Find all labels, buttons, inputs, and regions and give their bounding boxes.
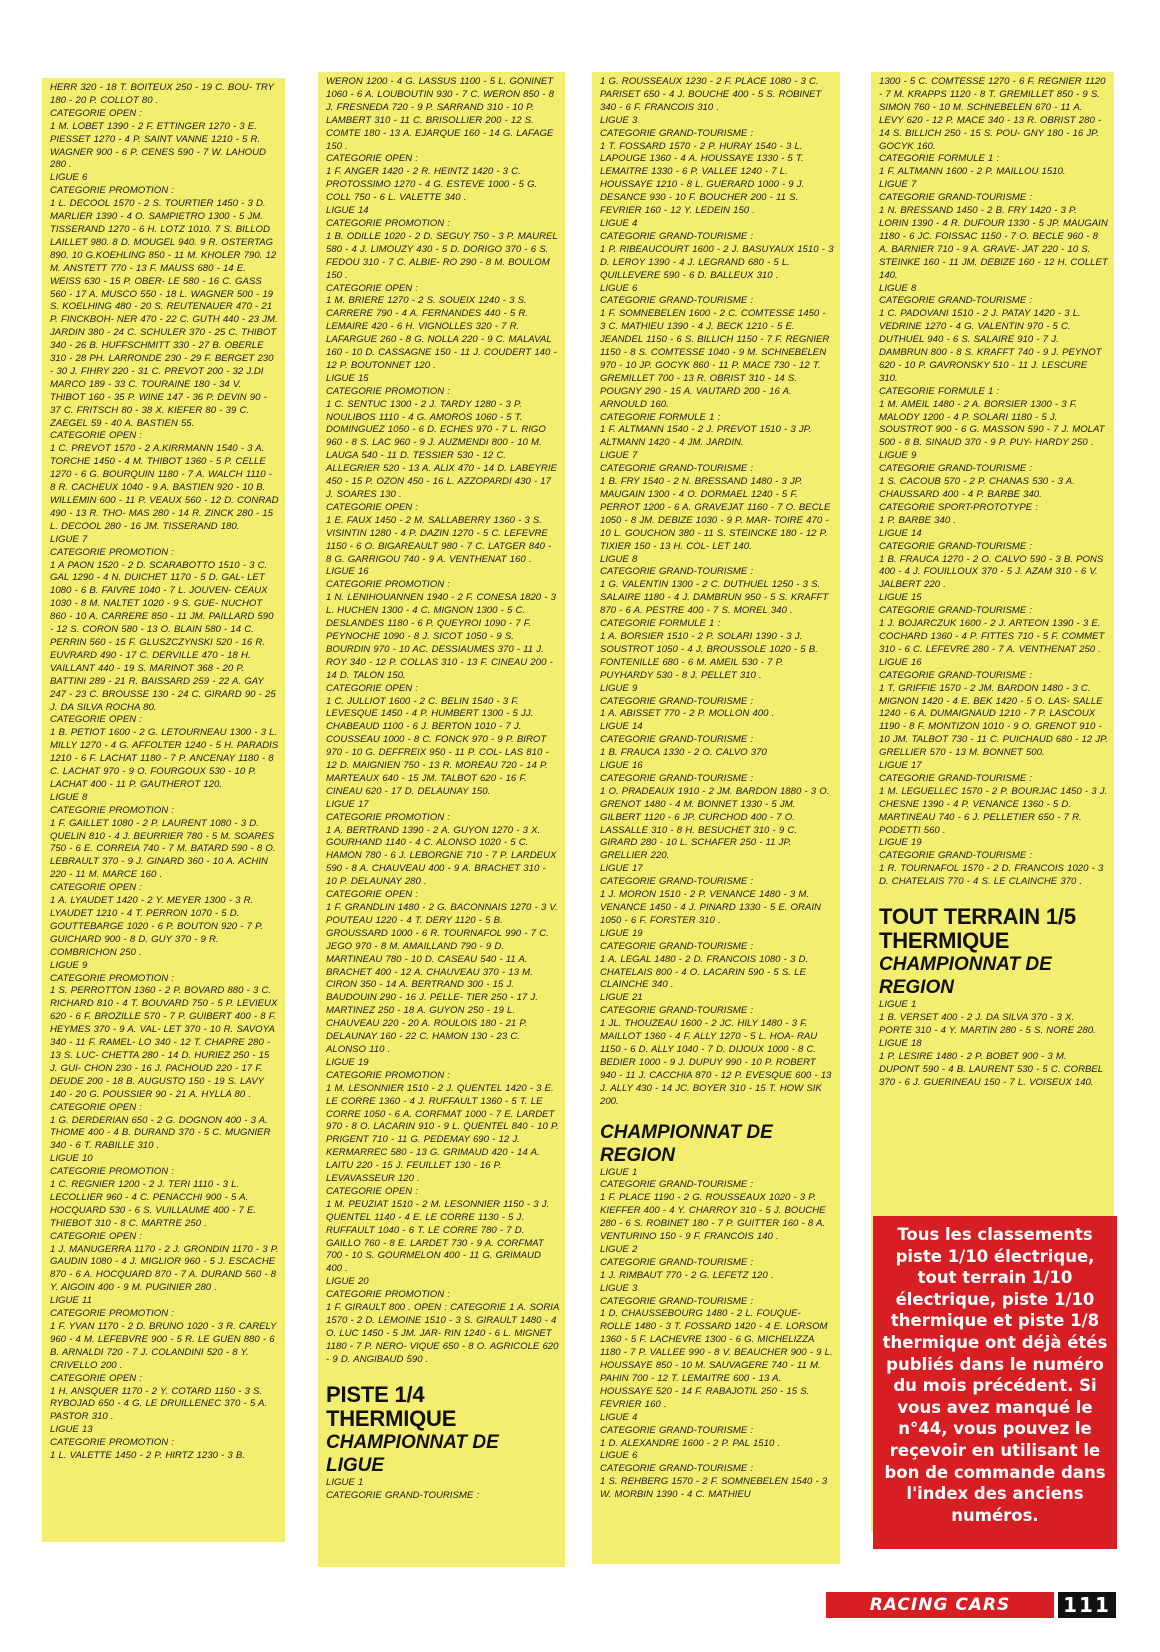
page-footer	[826, 1592, 1116, 1618]
result-line: 1 C. REGNIER 1200 - 2 J. TERI 1110 - 3 L. LECOLLIER 960 - 4 C. PENACCHI 900 - 5 A. HOCQUARD 530 - 6 S. VUILLAUME 400 - 7 E. THIEBOT 310 - 8 C. MARTRE 250 .	[50, 1179, 257, 1229]
result-line: 1 E. FAUX 1450 - 2 M. SALLABERRY 1360 - 3 S. VISINTIN 1280 - 4 P. DAZIN 1270 - 5 C. LEFEVRE 1150 - 6 O. BIGAREAULT 980 - 7 C. LATGER 840 - 8 G. GARRIGOU 740 - 9 A. VENTHENAT 160 .	[326, 514, 552, 565]
result-line: CATEGORIE GRAND-TOURISME :	[600, 940, 754, 952]
result-line: 1 S. REHBERG 1570 - 2 F. SOMNEBELEN 1540 - 3 W. MORBIN 1390 - 4 C. MATHIEU	[600, 1476, 828, 1501]
result-line: CATEGORIE OPEN :	[326, 682, 418, 694]
results-column-2	[318, 72, 565, 1567]
result-line: CATEGORIE PROMOTION :	[50, 972, 174, 984]
result-line: 1 B. FRAUCA 1330 - 2 O. CALVO 370	[600, 747, 767, 759]
result-line: 1 N. LENIHOUANNEN 1940 - 2 F. CONESA 1820 - 3 L. HUCHEN 1300 - 4 C. MIGNON 1300 - 5 C. DESLANDES 1180 - 6 P. QUEYROI 1090 - 7 F. PEYNOCHE 1090 - 8 J. SICOT 1050 - 9 S. BOURDIN 970 - 10 AC. DESSIAUMES 370 - 11 J. ROY 340 - 12 P. COLLAS 310 - 13 F. CINEAU 200 - 14 D. TALON 150.	[326, 592, 557, 681]
result-line: CATEGORIE GRAND-TOURISME :	[600, 127, 754, 139]
result-line: LIGUE 11	[50, 1295, 92, 1307]
result-line: LIGUE 3	[600, 114, 638, 126]
result-line: 1 G. ROUSSEAUX 1230 - 2 F. PLACE 1080 - 3 C. PARISET 650 - 4 J. BOUCHE 400 - 5 S. ROBINET 340 - 6 F. FRANCOIS 310 .	[600, 76, 822, 113]
result-line: CATEGORIE OPEN :	[326, 501, 418, 513]
section-subheading-region-tt: CHAMPIONNAT DE REGION	[879, 954, 1052, 999]
result-line: CATEGORIE GRAND-TOURISME :	[600, 695, 754, 707]
result-line: 1 A. ABISSET 770 - 2 P. MOLLON 400 .	[600, 708, 775, 720]
result-line: CATEGORIE PROMOTION :	[50, 1166, 174, 1178]
result-line: 1 M. LESONNIER 1510 - 2 J. QUENTEL 1420 - 3 E. LE CORRE 1360 - 4 J. RUFFAULT 1360 - 5 T. LE CORRE 1050 - 6 A. CORFMAT 1000 - 7 E. LARDET 970 - 8 O. LACARIN 910 - 9 L. QUENTEL 840 - 10 P. PRIGENT 710 - 11 G. PEDEMAY 690 - 12 J. KERMARREC 580 - 13 G. GRIMAUD 420 - 14 A. LAITU 220 - 15 J. FEUILLET 130 - 16 P. LEVAVASSEUR 120 .	[326, 1082, 559, 1185]
result-line: CATEGORIE GRAND-TOURISME :	[879, 540, 1033, 552]
result-line: LIGUE 16	[600, 760, 643, 772]
result-line: LIGUE 16	[326, 566, 369, 578]
result-line: LIGUE 9	[879, 450, 917, 462]
result-line: 1 F. SOMNEBELEN 1600 - 2 C. COMTESSE 1450 - 3 C. MATHIEU 1390 - 4 J. BECK 1210 - 5 E. JEANDEL 1150 - 6 S. BILLICH 1150 - 7 F. REGNIER 1150 - 8 S. COMTESSE 1040 - 9 M. SCHNEBELEN 970 - 10 JP. GOCYK 860 - 11 P. MACE 730 - 12 T. GREMILLET 700 - 13 R. OBRIST 310 - 14 S. POUGNY 290 - 15 A. VAUTARD 200 - 16 A. ARNOULD 160.	[600, 308, 830, 410]
result-line: 1 H. ANSQUER 1170 - 2 Y. COTARD 1150 - 3 S. RYBOJAD 650 - 4 G. LE DRUILLENEC 370 - 5 A. PASTOR 310 .	[50, 1385, 268, 1423]
result-line: CATEGORIE PROMOTION :	[326, 1289, 450, 1301]
result-line: CATEGORIE PROMOTION :	[326, 217, 450, 229]
result-line: LIGUE 6	[50, 172, 88, 184]
result-line: 1 A PAON 1520 - 2 D. SCARABOTTO 1510 - 3 C. GAL 1290 - 4 N. DUICHET 1170 - 5 D. GAL- LET 1080 - 6 B. FAIVRE 1040 - 7 L. JOUVEN- CEAUX 1030 - 8 M. NALTET 1020 - 9 S. GUE- NUCHOT 860 - 10 A. CARRERE 850 - 11 JM. PAILLARD 590 - 12 S. CORON 580 - 13 O. BLAIN 580 - 14 C. PERRIN 560 - 15 F. GLUSZCZYNSKI 520 - 16 R. EUVRARD 490 - 17 C. DERVILLE 470 - 18 H. VAILLANT 440 - 19 S. MARINOT 368 - 20 P. BATTINI 289 - 21 R. BAISSARD 259 - 22 A. GAY 247 - 23 C. BROUSSE 130 - 24 C. GIRARD 90 - 25 J. DA SILVA ROCHA 80.	[50, 559, 276, 713]
result-line: CATEGORIE GRAND-TOURISME :	[879, 605, 1033, 617]
result-line: LIGUE 7	[600, 450, 638, 462]
magazine-logo: RACING CARS	[826, 1592, 1054, 1618]
result-line: LIGUE 15	[879, 592, 922, 604]
result-line: LIGUE 9	[50, 959, 88, 971]
result-line: CATEGORIE GRAND-TOURISME :	[326, 1489, 480, 1501]
result-line: CATEGORIE PROMOTION :	[326, 1069, 450, 1081]
section-heading-piste-1-4: PISTE 1/4 THERMIQUE	[326, 1381, 457, 1431]
result-line: 1 F. ANGER 1420 - 2 R. HEINTZ 1420 - 3 C. PROTOSSIMO 1270 - 4 G. ESTEVE 1000 - 5 G. COLL 750 - 6 L. VALETTE 340 .	[326, 166, 538, 204]
result-line: LIGUE 8	[600, 553, 638, 565]
result-line: 1 C. SENTUC 1300 - 2 J. TARDY 1280 - 3 P. NOULIBOS 1110 - 4 G. AMOROS 1060 - 5 T. DOMINGUEZ 1050 - 6 D. ECHES 970 - 7 L. RIGO 960 - 8 S. LAC 960 - 9 J. AUZMENDI 800 - 10 M. LAUGA 540 - 11 D. TESSIER 530 - 12 C. ALLEGRIER 520 - 13 A. ALIX 470 - 14 D. LABEYRIE 450 - 15 P. OZON 450 - 16 L. AZZOPARDI 430 - 17 J. SOARES 130 .	[326, 398, 557, 500]
result-line: 1 M. BRIERE 1270 - 2 S. SOUEIX 1240 - 3 S. CARRERE 790 - 4 A. FERNANDES 440 - 5 R. LEMAIRE 420 - 6 H. VIGNOLLES 320 - 7 R. LAFARGUE 260 - 8 G. NOLLA 220 - 9 C. MALAVAL 160 - 10 D. CASSAGNE 150 - 11 J. COUDERT 140 - 12 P. BOUTONNET 120 .	[326, 295, 557, 371]
result-line: CATEGORIE FORMULE 1 :	[879, 153, 1000, 165]
result-line: 1 A. BORSIER 1510 - 2 P. SOLARI 1390 - 3 J. SOUSTROT 1050 - 4 J. BROUSSOLE 1020 - 5 B. FONTENILLE 680 - 6 M. AMEIL 530 - 7 P. PUYHARDY 530 - 8 J. PELLET 310 .	[600, 630, 818, 681]
result-line: CATEGORIE OPEN :	[326, 153, 418, 165]
result-line: LIGUE 14	[600, 721, 643, 733]
result-line: LIGUE 7	[50, 533, 88, 545]
result-line: CATEGORIE PROMOTION :	[326, 579, 450, 591]
result-line: CATEGORIE PROMOTION :	[50, 185, 174, 197]
result-line: 1 A. LYAUDET 1420 - 2 Y. MEYER 1300 - 3 R. LYAUDET 1210 - 4 T. PERRON 1070 - 5 D. GOUTTEBARGE 1020 - 6 P. BOUTON 920 - 7 P. GUICHARD 900 - 8 D. GUY 370 - 9 R. COMBRICHON 250 .	[50, 895, 263, 958]
section-subheading-region: CHAMPIONNAT DE REGION	[600, 1121, 773, 1166]
result-line: LIGUE 19	[600, 927, 643, 939]
result-line: 1 F. GAILLET 1080 - 2 P. LAURENT 1080 - 3 D. QUELIN 810 - 4 J. BEURRIER 780 - 5 M. SOARES 750 - 6 E. CORREIA 740 - 7 M. BATARD 590 - 8 O. LEBRAULT 370 - 9 J. GINARD 360 - 10 A. ACHIN 220 - 11 M. MARCE 160 .	[50, 817, 276, 881]
result-line: 1 C. PADOVANI 1510 - 2 J. PATAY 1420 - 3 L. VEDRINE 1270 - 4 G. VALENTIN 970 - 5 C. DUTHUEL 940 - 6 S. SALAIRE 910 - 7 J. DAMBRUN 800 - 8 S. KRAFFT 740 - 9 J. PEYNOT 620 - 10 P. GAVRONSKY 510 - 11 J. LESCURE 310.	[879, 308, 1102, 384]
results-list-2	[326, 76, 559, 1367]
result-line: CATEGORIE GRAND-TOURISME :	[600, 1424, 754, 1436]
result-line: LIGUE 14	[326, 205, 369, 217]
result-line: 1 F. PLACE 1190 - 2 G. ROUSSEAUX 1020 - 3 P. KIEFFER 400 - 4 Y. CHARROY 310 - 5 J. BOUCHE 280 - 6 S. ROBINET 180 - 7 P. GUITTER 160 - 8 A. VENTURINO 150 - 9 F. FRANCOIS 140 .	[600, 1192, 826, 1243]
result-line: 1 F. GRANDLIN 1480 - 2 G. BACONNAIS 1270 - 3 V. POUTEAU 1220 - 4 T. DERY 1120 - 5 B. GROUSSARD 1000 - 6 R. TOURNAFOL 990 - 7 C. JEGO 970 - 8 M. AMAILLAND 790 - 9 D. MARTINEAU 780 - 10 D. CASEAU 540 - 11 A. BRACHET 400 - 12 A. CHAUVEAU 370 - 13 M. CIRON 350 - 14 A. BERTRAND 300 - 15 J. BAUDOUIN 290 - 16 J. PELLE- TIER 250 - 17 J. MARTINEZ 250 - 18 A. GUYON 250 - 19 L. CHAUVEAU 220 - 20 A. ROULOIS 180 - 21 P. DELAUNAY 160 - 22 C. HAMON 130 - 23 C. ALONSO 110 .	[326, 902, 558, 1055]
result-line: 1 G. DERDERIAN 650 - 2 G. DOGNON 400 - 3 A. THOME 400 - 4 B. DURAND 370 - 5 C. MUGNIER 340 - 6 T. RABILLE 310 .	[50, 1114, 271, 1152]
result-line: LIGUE 4	[600, 1411, 638, 1423]
results-list-4	[879, 76, 1108, 889]
result-line: 1 C. JULLIOT 1600 - 2 C. BELIN 1540 - 3 F. LEVESQUE 1450 - 4 P. HUMBERT 1300 - 5 JJ. CHABEAUD 1100 - 6 J. BERTON 1010 - 7 J. COUSSEAU 1000 - 8 C. FONCK 970 - 9 P. BIROT 970 - 10 G. DEFFREIX 950 - 11 P. COL- LAS 810 - 12 D. MAIGNIEN 750 - 13 R. MOREAU 720 - 14 P. MARTEAUX 640 - 15 JM. TALBOT 620 - 16 F. CINEAU 620 - 17 D. DELAUNAY 150.	[326, 695, 549, 797]
result-line: 1 B. FRAUCA 1270 - 2 O. CALVO 590 - 3 B. PONS 400 - 4 J. FOUILLOUX 370 - 5 J. AZAM 310 - 6 V. JALBERT 220 .	[879, 553, 1104, 591]
result-line: 1 R. TOURNAFOL 1570 - 2 D. FRANCOIS 1020 - 3 D. CHATELAIS 770 - 4 S. LE CLAINCHE 370 .	[879, 863, 1104, 888]
result-line: CATEGORIE GRAND-TOURISME :	[879, 295, 1033, 307]
result-line: CATEGORIE FORMULE 1 :	[600, 411, 721, 423]
result-line: LIGUE 14	[879, 527, 922, 539]
result-line: LIGUE 3	[600, 1282, 638, 1294]
result-line: 1 A. LEGAL 1480 - 2 D. FRANCOIS 1080 - 3 D. CHATELAIS 800 - 4 O. LACARIN 590 - 5 S. LE CLAINCHE 340 .	[600, 953, 809, 991]
result-line: LIGUE 18	[879, 1037, 922, 1049]
result-line: LIGUE 20	[326, 1276, 369, 1288]
section-heading-tout-terrain: TOUT TERRAIN 1/5 THERMIQUE	[879, 904, 1076, 954]
result-line: CATEGORIE PROMOTION :	[50, 1437, 174, 1449]
result-line: CATEGORIE GRAND-TOURISME :	[600, 1295, 754, 1307]
result-line: 1 B. FRY 1540 - 2 N. BRESSAND 1480 - 3 JP. MAUGAIN 1300 - 4 O. DORMAEL 1240 - 5 F. PERROT 1200 - 6 A. GRAVEJAT 1160 - 7 O. BECLE 1050 - 8 JM. DEBIZE 1030 - 9 P. MAR- TOIRE 470 - 10 L. GOUCHON 380 - 11 S. STEINCKE 180 - 12 P. TIXIER 150 - 13 H. COL- LET 140.	[600, 476, 831, 552]
result-line: CATEGORIE GRAND-TOURISME :	[600, 1179, 754, 1191]
result-line: CATEGORIE GRAND-TOURISME :	[879, 463, 1033, 475]
result-line: LIGUE 1	[879, 999, 917, 1011]
result-line: LIGUE 6	[600, 1450, 638, 1462]
result-line: CATEGORIE GRAND-TOURISME :	[600, 295, 754, 307]
result-line: 1 B. ODILLE 1020 - 2 D. SEGUY 750 - 3 P. MAUREL 580 - 4 J. LIMOUZY 430 - 5 D. DORIGO 370 - 6 S. FEDOU 310 - 7 C. ALBIE- RO 290 - 8 M. BOULOM 150 .	[326, 230, 558, 281]
result-line: 1 O. PRADEAUX 1910 - 2 JM. BARDON 1880 - 3 O. GRENOT 1480 - 4 M. BONNET 1330 - 5 JM. GILBERT 1120 - 6 JP. CURCHOD 400 - 7 O. LASSALLE 310 - 8 H. BESUCHET 310 - 9 C. GIRARD 280 - 10 L. SCHAFER 250 - 11 JP. GRELLIER 220.	[600, 785, 830, 862]
result-line: CATEGORIE OPEN :	[50, 714, 142, 726]
results-tail-4	[879, 999, 1108, 1089]
result-line: LIGUE 1	[600, 1166, 638, 1178]
result-line: CATEGORIE PROMOTION :	[326, 385, 450, 397]
result-line: CATEGORIE OPEN :	[326, 282, 418, 294]
result-line: CATEGORIE FORMULE 1 :	[600, 618, 721, 630]
result-line: 1 D. ALEXANDRE 1600 - 2 P. PAL 1510 .	[600, 1437, 781, 1449]
result-line: CATEGORIE OPEN :	[50, 1230, 142, 1242]
result-line: LIGUE 17	[326, 798, 369, 810]
page-number: 111	[1058, 1592, 1116, 1618]
result-line: CATEGORIE OPEN :	[326, 1185, 418, 1197]
result-line: LIGUE 21	[600, 992, 643, 1004]
result-line: 1 A. BERTRAND 1390 - 2 A. GUYON 1270 - 3 X. GOURHAND 1140 - 4 C. ALONSO 1020 - 5 C. HAMON 780 - 6 J. LEBORGNE 710 - 7 P. LARDEUX 590 - 8 A. CHAUVEAU 400 - 9 A. BRACHET 310 - 10 P. DELAUNAY 280 .	[326, 824, 557, 888]
result-line: CATEGORIE GRAND-TOURISME :	[600, 463, 754, 475]
result-line: LIGUE 2	[600, 1243, 638, 1255]
result-line: HERR 320 - 18 T. BOITEUX 250 - 19 C. BOU- TRY 180 - 20 P. COLLOT 80 .	[50, 82, 274, 106]
result-line: 1 F. ALTMANN 1600 - 2 P. MAILLOU 1510.	[879, 166, 1066, 178]
result-line: 1 B. VERSET 400 - 2 J. DA SILVA 370 - 3 X. PORTE 310 - 4 Y. MARTIN 280 - 5 S. NORE 280.	[879, 1012, 1096, 1036]
result-line: 1 D. CHAUSSEBOURG 1480 - 2 L. FOUQUE- ROLLE 1480 - 3 T. FOSSARD 1420 - 4 E. LORSOM 1360 - 5 F. LACHEVRE 1300 - 6 G. MICHELIZZA 1180 - 7 P. VALLEE 990 - 8 V. BEAUCHER 900 - 9 L. HOUSSAYE 850 - 10 M. SAUVAGERE 740 - 11 M. PAHIN 700 - 12 T. LEMAITRE 600 - 13 A. HOUSSAYE 520 - 14 F. RABAJOTIL 250 - 15 S. FEVRIER 160 .	[600, 1308, 833, 1410]
result-line: 1 M. LOBET 1390 - 2 F. ETTINGER 1270 - 3 E. PIESSET 1270 - 4 P. SAINT VANNE 1210 - 5 R. WAGNER 900 - 6 P. CENES 590 - 7 W. LAHOUD 280 .	[50, 120, 266, 171]
result-line: 1 C. PREVOT 1570 - 2 A.KIRRMANN 1540 - 3 A. TORCHE 1450 - 4 M. THIBOT 1360 - 5 P. CELLE 1270 - 6 G. BOURQUIN 1180 - 7 A. WALCH 1110 - 8 R. CACHEUX 1040 - 9 A. BASTIEN 920 - 10 B. WILLEMIN 600 - 11 P. VEAUX 560 - 12 D. CONRAD 490 - 13 R. THO- MAS 280 - 14 R. ZINCK 280 - 15 L. DECOOL 280 - 16 JM. TISSERAND 180.	[50, 443, 279, 532]
results-tail-2	[326, 1477, 559, 1503]
result-line: LIGUE 13	[50, 1424, 93, 1436]
result-line: CATEGORIE SPORT-PROTOTYPE :	[879, 501, 1038, 513]
result-line: CATEGORIE GRAND-TOURISME :	[600, 734, 754, 746]
result-line: LIGUE 8	[879, 282, 917, 294]
result-line: 1 J. MORON 1510 - 2 P. VENANCE 1480 - 3 M. VENANCE 1450 - 4 J. PINARD 1330 - 5 E. ORAIN 1050 - 6 F. FORSTER 310 .	[600, 889, 821, 926]
result-line: 1 P. BARBE 340 .	[879, 514, 957, 526]
result-line: LIGUE 6	[600, 282, 638, 294]
result-line: CATEGORIE GRAND-TOURISME :	[879, 669, 1033, 681]
results-list-3	[600, 76, 834, 1109]
result-line: CATEGORIE PROMOTION :	[50, 804, 174, 816]
result-line: 1 S. PERROTTON 1360 - 2 P. BOVARD 880 - 3 C. RICHARD 810 - 4 T. BOUVARD 750 - 5 P. LEVIEUX 620 - 6 F. BROZILLE 570 - 7 P. GUIBERT 400 - 8 F. HEYMES 370 - 9 A. VAL- LET 370 - 10 R. SAVOYA 340 - 11 F. RAMEL- LO 340 - 12 T. CHAPRE 280 - 13 S. LUC- CHETTA 280 - 14 D. HURIEZ 250 - 15 J. GUI- CHON 230 - 16 J. PACHOUD 220 - 17 F. DEUDE 200 - 18 B. AUGUSTO 150 - 19 S. LAVY 140 - 20 G. POUSSIER 90 - 21 A. HYLLA 80 .	[50, 985, 278, 1100]
result-line: CATEGORIE GRAND-TOURISME :	[600, 1005, 754, 1017]
result-line: LIGUE 19	[879, 837, 922, 849]
results-column-3	[592, 72, 840, 1564]
result-line: CATEGORIE PROMOTION :	[50, 546, 174, 558]
result-line: CATEGORIE GRAND-TOURISME :	[600, 876, 754, 888]
result-line: 1 M. PEUZIAT 1510 - 2 M. LESONNIER 1150 - 3 J. QUENTEL 1140 - 4 E. LE CORRE 1130 - 5 J. RUFFAULT 1040 - 6 T. LE CORRE 780 - 7 D. GAILLO 760 - 8 E. LARDET 730 - 9 A. CORFMAT 700 - 10 S. GOURMELON 400 - 11 G. GRIMAUD 400 .	[326, 1198, 550, 1275]
results-column-1	[42, 78, 285, 1542]
result-line: 1300 - 5 C. COMTESSE 1270 - 6 F. REGNIER 1120 - 7 M. KRAPPS 1120 - 8 T. GREMILLET 850 - 9 S. SIMON 760 - 10 M. SCHNEBELEN 670 - 11 A. LEVY 620 - 12 P. MACE 340 - 13 R. OBRIST 280 - 14 S. BILLICH 250 - 15 S. POU- GNY 180 - 16 JP. GOCYK 160.	[879, 76, 1106, 152]
result-line: 1 L. DECOOL 1570 - 2 S. TOURTIER 1450 - 3 D. MARLIER 1390 - 4 O. SAMPIETRO 1300 - 5 JM. TISSERAND 1270 - 6 H. LOTZ 1010. 7 S. BILLOD LAILLET 980. 8 D. MOUGEL 940. 9 R. OSTERTAG 890. 10 G.KOEHLING 850 - 11 M. KHOLER 790. 12 M. ANSTETT 770 - 13 F. MAUSS 680 - 14 E. WEISS 630 - 15 P. OBER- LE 580 - 16 C. GASS 560 - 17 A. MUSCO 550 - 18 L. WAGNER 500 - 19 S. KOELHING 480 - 20 S. REUTENAUER 470 - 21 P. FINCKBOH- NER 470 - 22 C. GUTH 440 - 23 JM. JARDIN 380 - 24 C. SCHULER 370 - 25 C. THIBOT 340 - 26 B. HUFFSCHMITT 330 - 27 B. OBERLE 310 - 28 PH. LARRONDE 230 - 29 F. BERGET 230 - 30 J. FIHRY 220 - 31 C. PREVOT 200 - 32 J.DI MARCO 189 - 33 C. TOURAINE 180 - 34 V. THIBOT 160 - 35 P. WINE 147 - 36 P. DEVIN 90 - 37 C. FRITSCH 80 - 38 X. KIEFER 80 - 39 C. ZAEGEL 59 - 40 A. BASTIEN 55.	[50, 198, 278, 429]
result-line: LIGUE 15	[326, 372, 369, 384]
result-line: LIGUE 17	[600, 863, 643, 875]
result-line: CATEGORIE GRAND-TOURISME :	[600, 772, 754, 784]
result-line: LIGUE 8	[50, 791, 88, 803]
result-line: 1 M. LEGUELLEC 1570 - 2 P. BOURJAC 1450 - 3 J. CHESNE 1390 - 4 P. VENANCE 1360 - 5 D. MARTINEAU 740 - 6 J. PELLETIER 650 - 7 R. PODETTI 560 .	[879, 785, 1108, 836]
result-line: 1 M. AMEIL 1480 - 2 A. BORSIER 1300 - 3 F. MALODY 1200 - 4 P. SOLARI 1180 - 5 J. SOUSTROT 900 - 6 G. MASSON 590 - 7 J. MOLAT 500 - 8 B. SINAUD 370 - 9 P. PUY- HARDY 250 .	[879, 398, 1105, 449]
result-line: 1 J. BOJARCZUK 1600 - 2 J. ARTEON 1390 - 3 E. COCHARD 1360 - 4 P. FITTES 710 - 5 F. COMMET 310 - 6 C. LEFEVRE 280 - 7 A. VENTHENAT 250 .	[879, 618, 1105, 655]
result-line: CATEGORIE GRAND-TOURISME :	[879, 772, 1033, 784]
result-line: WERON 1200 - 4 G. LASSUS 1100 - 5 L. GONINET 1060 - 6 A. LOUBOUTIN 930 - 7 C. WERON 850 - 8 J. FRESNEDA 720 - 9 P. SARRAND 310 - 10 P. LAMBERT 310 - 11 C. BRISOLLIER 200 - 12 S. COMTE 180 - 13 A. EJARQUE 160 - 14 G. LAFAGE 150 .	[326, 76, 554, 152]
result-line: CATEGORIE GRAND-TOURISME :	[600, 1256, 754, 1268]
result-line: LIGUE 1	[326, 1476, 364, 1488]
result-line: CATEGORIE OPEN :	[50, 430, 142, 442]
result-line: LIGUE 19	[326, 1056, 369, 1068]
result-line: 1 T. GRIFFIE 1570 - 2 JM. BARDON 1480 - 3 C. MIGNON 1420 - 4 E. BEK 1420 - 5 O. LAS- SALLE 1240 - 6 A. DUMAIGNAUD 1210 - 7 P. LASCOUX 1190 - 8 F. MONTIZON 1010 - 9 O. GRENOT 910 - 10 JM. TALBOT 730 - 11 C. PUICHAUD 680 - 12 JP. GRELLIER 570 - 13 M. BONNET 500.	[879, 682, 1108, 759]
results-tail-3	[600, 1167, 834, 1503]
result-line: 1 G. VALENTIN 1300 - 2 C. DUTHUEL 1250 - 3 S. SALAIRE 1180 - 4 J. DAMBRUN 950 - 5 S. KRAFFT 870 - 6 A. PESTRE 400 - 7 S. MOREL 340 .	[600, 579, 829, 617]
result-line: LIGUE 17	[879, 760, 922, 772]
result-line: 1 P. LESIRE 1480 - 2 P. BOBET 900 - 3 M. DUPONT 590 - 4 B. LAURENT 530 - 5 C. CORBEL 370 - 6 J. GUERINEAU 150 - 7 L. VOISEUX 140.	[879, 1050, 1103, 1088]
result-line: CATEGORIE PROMOTION :	[326, 811, 450, 823]
result-line: 1 JL. THOUZEAU 1600 - 2 JC. HILY 1480 - 3 F. MAILLOT 1360 - 4 F. ALLY 1270 - 5 L. HOA- RAU 1150 - 6 D. ALLY 1040 - 7 D. DIJOUX 1000 - 8 C. BEDIER 1000 - 9 J. DUPUY 990 - 10 P. ROBERT 940 - 11 J. CACCHIA 870 - 12 P. EVESQUE 600 - 13 J. ALLY 430 - 14 JC. BOYER 310 - 15 T. HOW SIK 200.	[600, 1018, 832, 1107]
result-line: CATEGORIE OPEN :	[326, 889, 418, 901]
result-line: CATEGORIE GRAND-TOURISME :	[879, 192, 1033, 204]
result-line: CATEGORIE GRAND-TOURISME :	[600, 566, 754, 578]
info-box: Tous les classements piste 1/10 électrique, tout terrain 1/10 électrique, piste 1/10 thermique et piste 1/8 thermique ont déjà étés publiés dans le numéro du mois précédent. Si vous avez manqué le n°44, vous pouvez le reçevoir en utilisant le bon de commande dans l'index des anciens numéros.	[873, 1216, 1117, 1549]
result-line: 1 L. VALETTE 1450 - 2 P. HIRTZ 1230 - 3 B.	[50, 1450, 245, 1462]
result-line: LIGUE 9	[600, 682, 638, 694]
result-line: LIGUE 4	[600, 217, 638, 229]
result-line: 1 F. GIRAULT 800 . OPEN : CATEGORIE 1 A. SORIA 1570 - 2 D. LEMOINE 1510 - 3 S. GIRAULT 1480 - 4 O. LUC 1450 - 5 JM. JAR- RIN 1240 - 6 L. MIGNET 1180 - 7 P. NERO- VIQUE 650 - 8 O. AGRICOLE 620 - 9 D. ANGIBAUD 590 .	[326, 1302, 560, 1365]
result-line: CATEGORIE PROMOTION :	[50, 1308, 174, 1320]
result-line: CATEGORIE FORMULE 1 :	[879, 385, 1000, 397]
result-line: LIGUE 10	[50, 1153, 93, 1165]
result-line: 1 J. RIMBAUT 770 - 2 G. LEFETZ 120 .	[600, 1269, 774, 1281]
result-line: CATEGORIE OPEN :	[50, 1101, 142, 1113]
result-line: 1 F. YVAN 1170 - 2 D. BRUNO 1020 - 3 R. CARELY 960 - 4 M. LEFEBVRE 900 - 5 R. LE GUEN 880 - 6 B. ARNALDI 720 - 7 J. COLANDINI 520 - 8 Y. CRIVELLO 200 .	[50, 1321, 277, 1371]
result-line: CATEGORIE GRAND-TOURISME :	[600, 230, 754, 242]
result-line: LIGUE 7	[879, 179, 917, 191]
result-line: 1 F. ALTMANN 1540 - 2 J. PREVOT 1510 - 3 JP. ALTMANN 1420 - 4 JM. JARDIN.	[600, 424, 812, 449]
result-line: CATEGORIE OPEN :	[50, 1372, 142, 1384]
section-subheading-ligue: CHAMPIONNAT DE LIGUE	[326, 1431, 499, 1476]
result-line: LIGUE 16	[879, 656, 922, 668]
result-line: CATEGORIE GRAND-TOURISME :	[600, 1463, 754, 1475]
result-line: CATEGORIE OPEN :	[50, 882, 142, 894]
result-line: 1 B. PETIOT 1600 - 2 G. LETOURNEAU 1300 - 3 L. MILLY 1270 - 4 G. AFFOLTER 1240 - 5 H. PARADIS 1210 - 6 F. LACHAT 1180 - 7 P. ANCENAY 1180 - 8 C. LACHAT 970 - 9 O. FOURGOUX 530 - 10 P. LACHAT 400 - 11 P. GAUTHEROT 120.	[50, 727, 279, 790]
result-line: 1 J. MANUGERRA 1170 - 2 J. GRONDIN 1170 - 3 P. GAUDIN 1080 - 4 J. MIGLIOR 960 - 5 J. ESCACHE 870 - 6 A. HOCQUARD 870 - 7 A. DURAND 560 - 8 Y. AIGOIN 400 - 9 M. PUGINIER 280 .	[50, 1243, 279, 1294]
result-line: 1 P. RIBEAUCOURT 1600 - 2 J. BASUYAUX 1510 - 3 D. LEROY 1390 - 4 J. LEGRAND 680 - 5 L. QUILLEVERE 590 - 6 D. BALLEUX 310 .	[600, 243, 834, 281]
result-line: CATEGORIE GRAND-TOURISME :	[879, 850, 1033, 862]
result-line: CATEGORIE OPEN :	[50, 107, 142, 119]
result-line: 1 N. BRESSAND 1450 - 2 B. FRY 1420 - 3 P. LORIN 1390 - 4 R. DUFOUR 1330 - 5 JP. MAUGAIN 1180 - 6 JC. FOISSAC 1150 - 7 O. BECLE 960 - 8 A. BARNIER 710 - 9 A. GRAVE- JAT 220 - 10 S. STEINKE 160 - 11 JM. DEBIZE 160 - 12 H. COLLET 140.	[879, 205, 1108, 281]
result-line: 1 S. CACOUB 570 - 2 P. CHANAS 530 - 3 A. CHAUSSARD 400 - 4 P. BARBE 340.	[879, 476, 1075, 500]
result-line: 1 T. FOSSARD 1570 - 2 P. HURAY 1540 - 3 L. LAPOUGE 1360 - 4 A. HOUSSAYE 1330 - 5 T. LEMAITRE 1330 - 6 P. VALLEE 1240 - 7 L. HOUSSAYE 1210 - 8 L. GUERARD 1000 - 9 J. DESANCE 930 - 10 F. BOUCHER 200 - 11 S. FEVRIER 160 - 12 Y. LEDEIN 150 .	[600, 140, 805, 217]
